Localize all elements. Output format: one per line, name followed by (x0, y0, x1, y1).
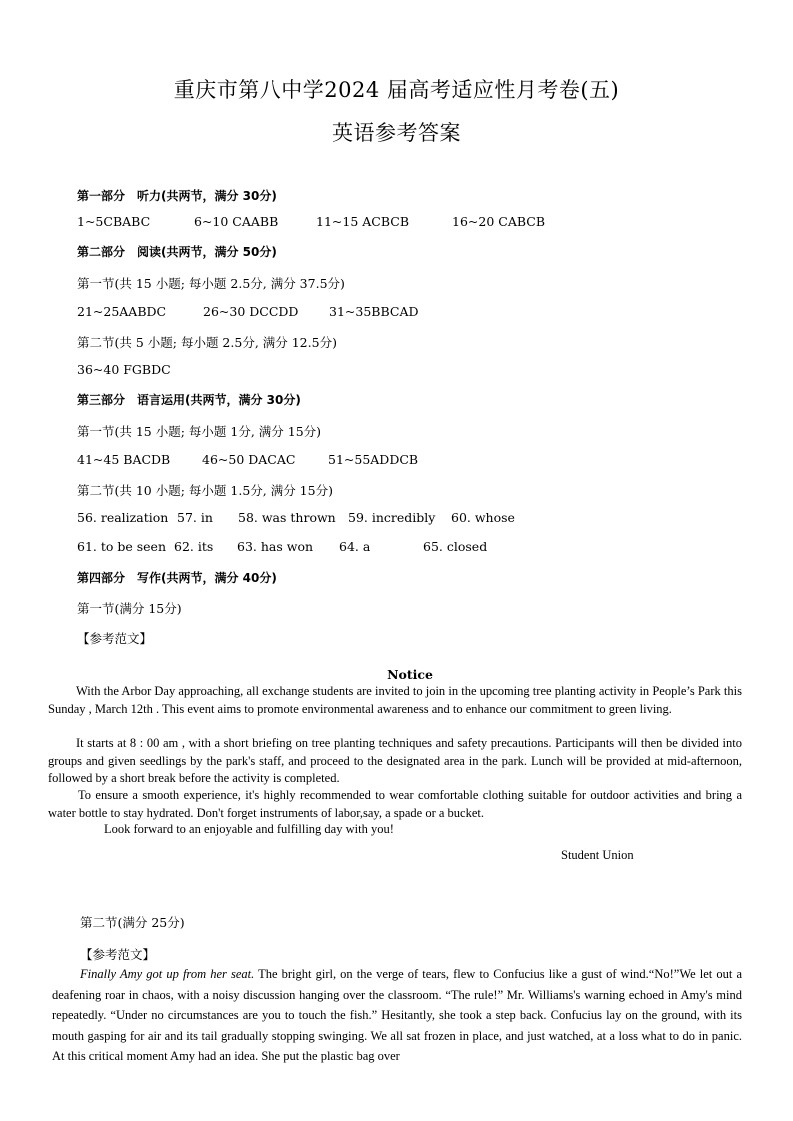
part4-section1-heading: 第一节(满分 15分) (77, 601, 182, 616)
answer-62: 62. its (174, 539, 214, 554)
part4-section2-heading: 第二节(满分 25分) (80, 915, 185, 930)
part3-answer-2: 46~50 DACAC (202, 452, 296, 467)
sample-story-label: 【参考范文】 (80, 947, 156, 962)
story-body: The bright girl, on the verge of tears, flew to Confucius like a gust of wind.“No!”We let out a deafening roar in chaos, with a noisy discussion hanging over the classroom. “The rule!” Mr. Williams's warning echoed in Amy's mind repeatedly. “Under no circumstances are you to touch the fish.” Hesitantly, she took a step back. Confucius lay on the ground, with its mouth gasping for air and its tail gradually stopping swinging. We all sat frozen in place, and just watched, at a loss what to do in panic. At this critical moment Amy had an idea. She put the plastic bag over (52, 967, 742, 1063)
answer-60: 60. whose (451, 510, 515, 525)
answer-63: 63. has won (237, 539, 314, 554)
notice-title: Notice (387, 667, 433, 682)
story-paragraph (52, 964, 742, 1067)
document-subtitle: 英语参考答案 (332, 121, 461, 145)
document-title: 重庆市第八中学2024 届高考适应性月考卷(五) (173, 78, 620, 102)
part3-section2-heading: 第二节(共 10 小题; 每小题 1.5分, 满分 15分) (77, 483, 333, 498)
part2-section2-heading: 第二节(共 5 小题; 每小题 2.5分, 满分 12.5分) (77, 335, 337, 350)
answer-56: 56. realization (77, 510, 169, 525)
answer-59: 59. incredibly (348, 510, 436, 525)
part3-section1-heading: 第一节(共 15 小题; 每小题 1分, 满分 15分) (77, 424, 322, 439)
notice-paragraph-2: It starts at 8 : 00 am , with a short briefing on tree planting techniques and safety precautions. Participants will then be divided into groups and given seedlings by the park's staff, and proceed to the designated area in the park. Lunch will be provided at mid-afternoon, followed by a short break before the activity is completed. (48, 736, 742, 785)
answer-64: 64. a (339, 539, 371, 554)
answer-57: 57. in (177, 510, 213, 525)
notice-paragraph-4: Look forward to an enjoyable and fulfilling day with you! (104, 822, 394, 836)
part3-answer-3: 51~55ADDCB (328, 452, 419, 467)
part3-answer-1: 41~45 BACDB (77, 452, 171, 467)
part1-heading: 第一部分 听力(共两节，满分 30分) (77, 189, 277, 203)
part2-section1-heading: 第一节(共 15 小题; 每小题 2.5分, 满分 37.5分) (77, 276, 345, 291)
notice-signature: Student Union (561, 848, 634, 862)
part1-answer-4: 16~20 CABCB (452, 214, 546, 229)
notice-paragraph-1: With the Arbor Day approaching, all exchange students are invited to join in the upcoming tree planting activity in People’s Park this Sunday , March 12th . This event aims to promote environmental awareness and to enhance our commitment to green living. (48, 684, 742, 716)
part1-answer-3: 11~15 ACBCB (316, 214, 410, 229)
part2-answer-3: 31~35BBCAD (329, 304, 419, 319)
answer-65: 65. closed (423, 539, 488, 554)
part2-answer-1: 21~25AABDC (77, 304, 167, 319)
notice-paragraph-3: To ensure a smooth experience, it's highly recommended to wear comfortable clothing suitable for outdoor activities and bring a water bottle to stay hydrated. Don't forget instruments of labor,say, a spade or a bucket. (48, 788, 742, 820)
part1-answer-2: 6~10 CAABB (194, 214, 279, 229)
part4-heading: 第四部分 写作(共两节，满分 40分) (77, 571, 277, 585)
part2-answer-4: 36~40 FGBDC (77, 362, 171, 377)
part1-answer-1: 1~5CBABC (77, 214, 151, 229)
part2-answer-2: 26~30 DCCDD (203, 304, 299, 319)
answer-61: 61. to be seen (77, 539, 167, 554)
part3-heading: 第三部分 语言运用(共两节，满分 30分) (77, 393, 301, 407)
part2-heading: 第二部分 阅读(共两节，满分 50分) (77, 245, 277, 259)
story-lead-sentence: Finally Amy got up from her seat. (80, 967, 255, 981)
answer-58: 58. was thrown (238, 510, 336, 525)
sample-essay-label: 【参考范文】 (77, 631, 153, 646)
